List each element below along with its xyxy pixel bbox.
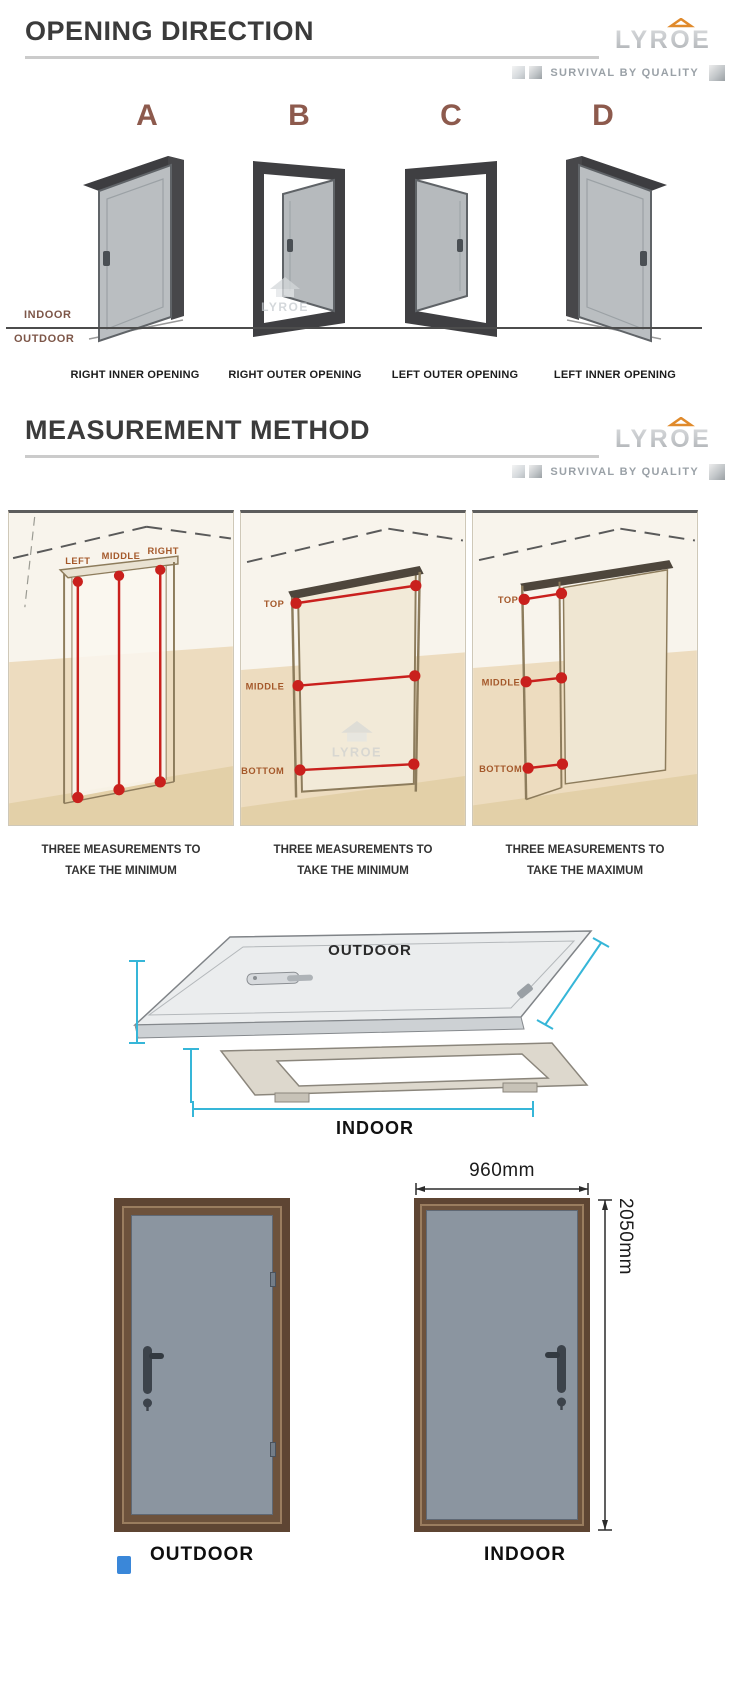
height-dimension-line	[598, 1198, 612, 1532]
mark-middle: MIDDLE	[101, 551, 141, 562]
door-caption-a: RIGHT INNER OPENING	[70, 369, 200, 381]
svg-text:LYROE: LYROE	[331, 744, 382, 760]
door-3d-view	[25, 921, 725, 1143]
house-roof-icon	[671, 19, 691, 26]
height-dimension-value: 2050mm	[615, 1197, 636, 1275]
panel-caption-1: THREE MEASUREMENTS TO TAKE THE MINIMUM	[41, 844, 201, 878]
indoor-door-panel	[426, 1210, 578, 1520]
door-caption-b: RIGHT OUTER OPENING	[228, 369, 362, 381]
panel-caption-2: THREE MEASUREMENTS TO TAKE THE MINIMUM	[273, 844, 433, 878]
door-letter-c: C	[440, 99, 462, 132]
door-diagram-left-inner	[527, 139, 679, 345]
indoor-label: INDOOR	[24, 309, 72, 321]
mark-right: RIGHT	[147, 546, 179, 557]
door-handle-icon	[640, 251, 647, 266]
width-dimension-value: 960mm	[469, 1159, 535, 1181]
brand-logo-icon	[613, 417, 725, 453]
door-perspective-section	[0, 921, 750, 1148]
door-handle-icon	[287, 239, 293, 252]
measurement-method-section	[0, 381, 750, 883]
brand-tagline-row	[25, 64, 725, 81]
measurement-panel-height-min	[240, 510, 466, 826]
door-letter-a: A	[136, 99, 158, 132]
next-image-peek	[117, 1556, 131, 1574]
brand-watermark-icon	[252, 275, 318, 317]
decor-square-icon	[512, 465, 525, 478]
mark-left: LEFT	[65, 556, 91, 567]
door-handle-icon	[542, 1343, 570, 1413]
outdoor-door	[114, 1198, 290, 1532]
decor-square-icon	[529, 66, 542, 79]
width-dimension	[414, 1160, 590, 1198]
panel-captions-row	[0, 840, 750, 883]
opening-direction-header	[0, 0, 750, 81]
door-letter-b: B	[288, 99, 310, 132]
brand-name: LYROE	[615, 26, 712, 54]
svg-text:LYROE: LYROE	[615, 425, 712, 453]
mark-top: TOP	[263, 599, 285, 610]
perspective-outdoor-label: OUTDOOR	[328, 941, 412, 959]
width-dimension-line	[414, 1182, 590, 1195]
mark-bottom: BOTTOM	[479, 764, 523, 775]
door-caption-d: LEFT INNER OPENING	[553, 369, 677, 381]
decor-square-icon	[512, 66, 525, 79]
door-letter-d: D	[592, 99, 614, 132]
mark-middle: MIDDLE	[245, 681, 285, 692]
decor-square-icon	[709, 65, 725, 81]
door-letters-row	[71, 99, 679, 133]
house-roof-icon	[671, 418, 691, 425]
door-handle-icon	[139, 1344, 167, 1414]
indoor-door-figure	[414, 1160, 636, 1566]
indoor-door	[414, 1198, 590, 1532]
indoor-view-label: INDOOR	[484, 1543, 566, 1565]
section-title-measurement-method: MEASUREMENT METHOD	[25, 415, 599, 458]
perspective-indoor-label: INDOOR	[336, 1117, 414, 1138]
measurement-panel-height-max	[472, 510, 698, 826]
brand-tagline: SURVIVAL BY QUALITY	[550, 66, 699, 79]
door-captions-row	[55, 369, 695, 381]
brand-logo	[613, 417, 725, 458]
mark-top: TOP	[497, 595, 519, 606]
brand-logo-icon	[613, 18, 725, 54]
brand-tagline: SURVIVAL BY QUALITY	[550, 465, 699, 478]
mark-middle: MIDDLE	[481, 677, 521, 688]
brand-tagline-row	[25, 463, 725, 480]
outdoor-door-panel	[131, 1215, 273, 1515]
decor-square-icon	[709, 464, 725, 480]
door-diagrams-stage	[0, 139, 750, 355]
door-diagram-left-outer	[375, 139, 527, 345]
door-handle-icon	[457, 239, 463, 252]
outdoor-view-label: OUTDOOR	[149, 1543, 255, 1565]
door-diagram-right-inner	[71, 139, 223, 345]
front-views-section	[0, 1160, 750, 1566]
outdoor-label: OUTDOOR	[14, 333, 75, 345]
section-title-opening-direction: OPENING DIRECTION	[25, 16, 599, 59]
panel-caption-3: THREE MEASUREMENTS TO TAKE THE MAXIMUM	[505, 844, 665, 878]
mark-bottom: BOTTOM	[241, 765, 285, 776]
outdoor-door-figure	[114, 1160, 290, 1566]
decor-square-icon	[529, 465, 542, 478]
door-caption-c: LEFT OUTER OPENING	[391, 369, 519, 381]
threshold-line	[6, 327, 702, 329]
svg-text:LYROE: LYROE	[261, 300, 309, 314]
measurement-method-header	[0, 381, 750, 480]
height-dimension	[598, 1198, 636, 1532]
door-handle-icon	[103, 251, 110, 266]
brand-logo	[613, 18, 725, 59]
measurement-panels-row	[0, 510, 750, 826]
hinge-icon	[270, 1272, 276, 1287]
opening-direction-section	[0, 0, 750, 381]
measurement-panel-width	[8, 510, 234, 826]
hinge-icon	[270, 1442, 276, 1457]
